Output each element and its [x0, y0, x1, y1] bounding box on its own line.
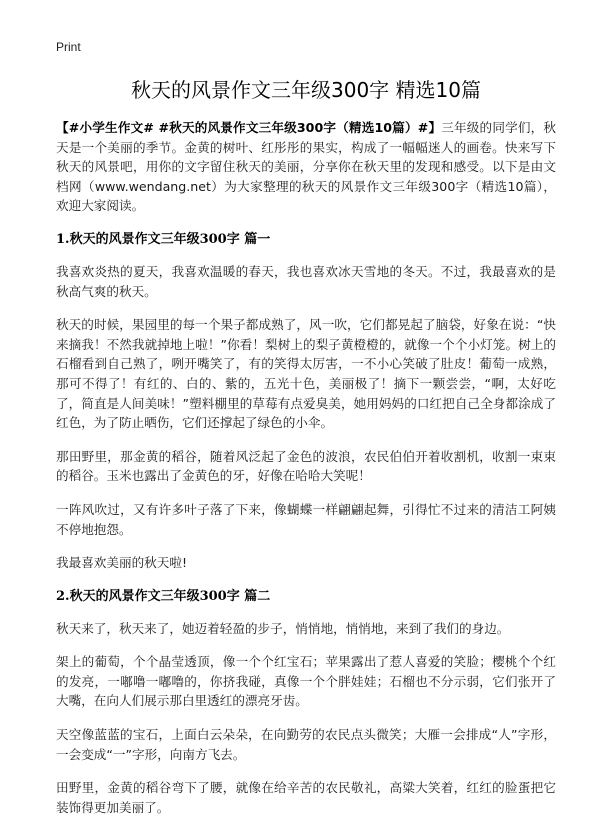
section-paragraph: 秋天来了，秋天来了，她迈着轻盈的步子，悄悄地，悄悄地，来到了我们的身边。 — [56, 620, 510, 636]
section-heading: 2.秋天的风景作文三年级300字 篇二 — [56, 588, 271, 604]
section-paragraph: 架上的葡萄，个个晶莹透顶，像一个个红宝石；苹果露出了惹人喜爱的笑脸；樱桃个个红的发亮，一嘟噜一嘟噜的，你挤我碰，真像一个个胖娃娃；石榴也不分示弱，它们张开了大嘴，在向人们展示那白里透红的漂亮牙齿。 — [56, 654, 556, 709]
section-paragraph: 一阵风吹过，又有许多叶子落了下来，像蝴蝶一样翩翩起舞，引得忙不过来的清洁工阿姨不停地抱怨。 — [56, 501, 556, 537]
print-label: Print — [56, 40, 81, 54]
section-paragraph: 那田野里，那金黄的稻谷，随着风泛起了金色的波浪，农民伯伯开着收割机，收割一束束的稻谷。玉米也露出了金黄色的牙，好像在哈哈大笑呢！ — [56, 448, 556, 484]
section-paragraph: 我喜欢炎热的夏天，我喜欢温暖的春天，我也喜欢冰天雪地的冬天。不过，我最喜欢的是秋高气爽的秋天。 — [56, 263, 556, 299]
intro-lead: 【#小学生作文# #秋天的风景作文三年级300字（精选10篇）#】 — [56, 120, 442, 135]
section-paragraph: 秋天的时候，果园里的每一个果子都成熟了，风一吹，它们都晃起了脑袋，好象在说：“快来摘我！不然我就掉地上啦！”你看！梨树上的梨子黄橙橙的，就像一个个小灯笼。树上的石榴看到自己熟了，咧开嘴笑了，有的笑得太厉害，一不小心笑破了肚皮！葡萄一成熟，那可不得了！有红的、白的、紫的，五光十色，美丽极了！摘下一颗尝尝，“啊，太好吃了，简直是人间美味！”塑料棚里的草莓有点爱臭美，她用妈妈的口红把自己全身都涂成了红色，为了防止晒伤，它们还撑起了绿色的小伞。 — [56, 317, 556, 431]
intro-text: 三年级的同学们，秋天是一个美丽的季节。金黄的树叶、红彤彤的果实，构成了一幅幅迷人的画卷。快来写下秋天的风景吧，用你的文字留住秋天的美丽，分享你在秋天里的发现和感受。以下是由文档网（www.wendang.net）为大家整理的秋天的风景作文三年级300字（精选10篇），欢迎大家阅读。 — [56, 120, 557, 214]
document-body — [56, 118, 556, 831]
section-heading: 1.秋天的风景作文三年级300字 篇一 — [56, 231, 271, 247]
section-paragraph: 田野里，金黄的稻谷弯下了腰，就像在给辛苦的农民敬礼，高粱大笑着，红红的脸蛋把它装饰得更加美丽了。 — [56, 780, 556, 815]
intro-paragraph — [56, 118, 556, 216]
document-title: 秋天的风景作文三年级300字 精选10篇 — [131, 78, 481, 102]
section-paragraph: 天空像蓝蓝的宝石，上面白云朵朵，在向勤劳的农民点头微笑；大雁一会排成“人”字形，一会变成“一”字形，向南方飞去。 — [56, 727, 556, 762]
section-paragraph: 我最喜欢美丽的秋天啦! — [56, 555, 187, 571]
